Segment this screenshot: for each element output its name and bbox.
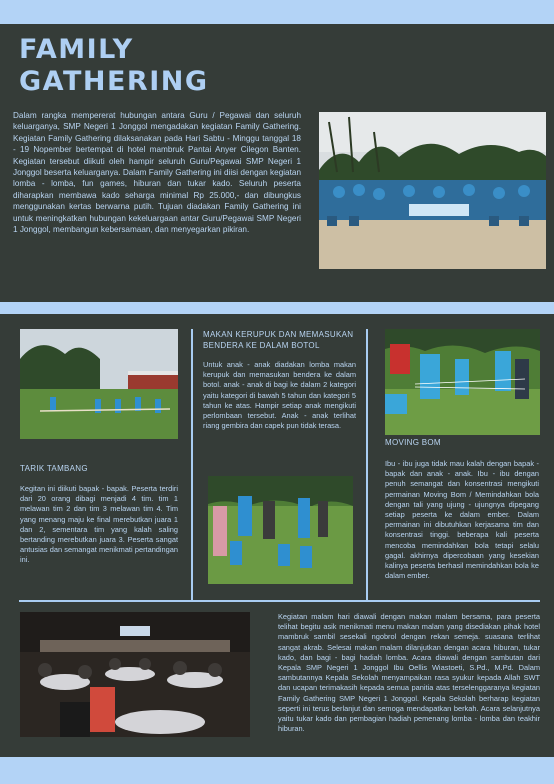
- bom-text: Ibu - ibu juga tidak mau kalah dengan bapak - bapak dan anak - anak. Ibu - ibu dengan penuh semangat dan konsentrasi mengikuti permainan Moving Bom / Memindahkan bola dengan tali yang ujung - ujungnya dipegang setiap peserta ke dalam ember. Dalam permainan ini dibutuhkan kerjasama tim dan konsentrasi tinggi. beberapa kali peserta mencoba memindahkan bola tetapi selalu gagal. akhirnya dipercobaan yang kesekian kalinya peserta berhasil memindahkan bola ke dalam ember.: [385, 459, 539, 581]
- tarik-text: Kegitan ini diikuti bapak - bapak. Peserta terdiri dari 20 orang dibagi menjadi 4 tim. tim 1 melawan tim 2 dan tim 3 melawan tim 4. Tim yang menang maju ke final merebutkan juara 1 dan 2, sementara tim yang kalah saling bertanding merebutkan juara 3. Peserta sangat antusias dan semangat menikmati pertandingan ini.: [20, 484, 178, 565]
- divider-1: [191, 329, 193, 601]
- kerupuk-heading: MAKAN KERUPUK DAN MEMASUKAN BENDERA KE DALAM BOTOL: [203, 330, 354, 350]
- intro-paragraph: Dalam rangka mempererat hubungan antara Guru / Pegawai dan seluruh keluarganya, SMP Negeri 1 Jonggol mengadakan kegiatan Family Gathering. Kegiatan Family Gathering dilaksanakan pada Hari Sabtu - Minggu tanggal 18 - 19 Nopember bertempat di hotel mambruk Pantai Anyer Cilegon Banten. Kegiatan tersebut diikuti oleh hampir seluruh Guru/Pegawai SMP Negeri 1 Jonggol beserta keluarganya. Dalam Family Gathering ini diisi dengan kegiatan lomba - lomba, fun games, hiburan dan tukar kado. Seluruh peserta diharapkan membawa kado seharga minimal Rp 25.000,- dan dibungkus menggunakan kertas berwarna putih. Tujuan diadakan Family Gathering ini untuk meningkatkan hubungan kekeluargaan antar Guru/Pegawai SMP Negeri 1 Jonggol, membangun kebersamaan, dan menyegarkan pikiran.: [13, 111, 301, 235]
- page-title: [19, 34, 209, 98]
- dinner-photo: [20, 612, 250, 737]
- moving-bom-photo: [385, 329, 540, 435]
- divider-horizontal: [19, 600, 540, 602]
- kids-game-photo: [208, 476, 353, 584]
- malam-text: Kegiatan malam hari diawali dengan makan malam bersama, para peserta telihat begitu asik menikmati menu makan malam yang disediakan pihak hotel mambruk sambil sesekali ngobrol dengan rekan semeja. suasana terlihat sangat akrab. Selesai makan malam dilanjutkan dengan acara hiburan, tukar kado, dan bagi - bagi hadiah lomba. Acara diawali dengan sambutan dari Kepala SMP Negeri 1 Jonggol Ibu Oellis Wiastoeti, S.Pd., M.Pd. Dalam sambutannya Kepala Sekolah menyampaikan rasa syukur kepada Allah SWT dan ucapan terimakasih kepada semua panitia atas terselenggaranya kegiatan Family Gathering SMP Negeri 1 Jonggol. Kepala Sekolah berharap kegiatan seperti ini terus berlanjut dan semoga mendapatkan berkah. Acara selanjutnya yaitu tukar kado dan pembagian hadiah pemenang lomba - lomba dan teakhir hiburan.: [278, 612, 540, 734]
- tarik-heading: TARIK TAMBANG: [20, 464, 88, 473]
- kerupuk-text: Untuk anak - anak diadakan lomba makan kerupuk dan memasukan bendera ke dalam botol. anak - anak di bagi ke dalam 2 kategori yaitu kategori di bawah 5 tahun dan kategori 5 tahun ke atas. Hampir setiap anak mengikuti perlombaan tersebut. Anak - anak terlihat riang gembira dan capek pun tidak terasa.: [203, 360, 356, 431]
- intro-panel: [0, 24, 554, 302]
- tug-of-war-photo: [20, 329, 178, 439]
- title-line-1: FAMILY: [19, 34, 134, 65]
- group-photo-beach: [319, 112, 546, 269]
- title-line-2: GATHERING: [19, 66, 209, 97]
- bom-heading: MOVING BOM: [385, 438, 441, 447]
- divider-2: [366, 329, 368, 601]
- activities-panel: [0, 314, 554, 757]
